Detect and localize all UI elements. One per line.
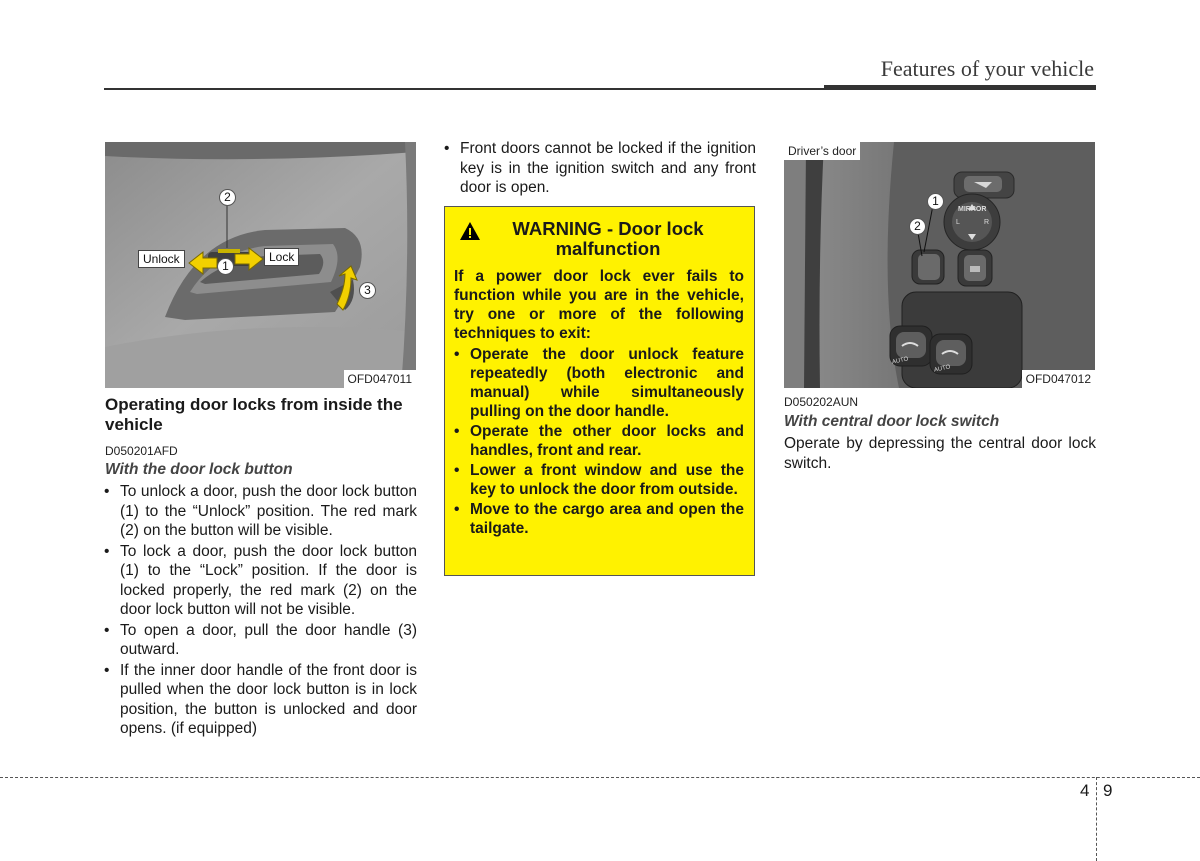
list-item: • Move to the cargo area and open the tailgate. — [454, 500, 744, 538]
list-item: • To lock a door, push the door lock button (1) to the “Lock” position. If the door is locked properly, the red mark (2) on the door lock button will not be visible. — [104, 542, 417, 620]
header-rule-accent — [824, 85, 1096, 90]
callout-1: 1 — [927, 193, 944, 210]
mirror-label: MIRROR — [958, 206, 987, 213]
list-item: • Lower a front window and use the key to unlock the door from outside. — [454, 461, 744, 499]
subheading: With central door lock switch — [784, 413, 1000, 430]
warning-box — [444, 206, 755, 576]
list-item: • Operate the other door locks and handles, front and rear. — [454, 422, 744, 460]
figure-code: OFD047012 — [1022, 370, 1095, 388]
footer-rule — [0, 777, 1200, 778]
subheading: With the door lock button — [105, 461, 293, 478]
door-lock-button-figure — [105, 142, 416, 388]
warning-intro: If a power door lock ever fails to function while you are in the vehicle, try one or more of the following techniques to exit: — [454, 268, 744, 342]
reference-code: D050202AUN — [784, 395, 859, 409]
central-lock-switch-figure — [784, 142, 1095, 388]
chapter-number: 4 — [1080, 781, 1090, 800]
callout-3: 3 — [359, 282, 376, 299]
footer-divider — [1096, 777, 1097, 861]
callout-2: 2 — [219, 189, 236, 206]
driver-door-panel-illustration — [784, 142, 1095, 388]
callout-1: 1 — [217, 258, 234, 275]
list-item: • Front doors cannot be locked if the ignition key is in the ignition switch and any front door is open. — [444, 139, 756, 198]
auto-label: AUTO — [933, 364, 952, 374]
list-item: • If the inner door handle of the front door is pulled when the door lock button is in lock position, the button is unlocked and door opens. (if equipped) — [104, 661, 417, 739]
instructions-list — [104, 482, 417, 740]
unlock-label: Unlock — [138, 250, 185, 268]
list-item: • Operate the door unlock feature repeatedly (both electronic and manual) while simultaneously pulling on the door handle. — [454, 345, 744, 421]
list-item: • To unlock a door, push the door lock button (1) to the “Unlock” position. The red mark (2) on the button will be visible. — [104, 482, 417, 541]
mirror-right-label: R — [984, 219, 990, 226]
central-switch-text: Operate by depressing the central door lock switch. — [784, 435, 1096, 472]
front-doors-note — [444, 139, 756, 199]
reference-code: D050201AFD — [105, 444, 178, 458]
list-item: • To open a door, pull the door handle (3) outward. — [104, 621, 417, 660]
warning-triangle-icon — [459, 221, 481, 241]
section-title: Features of your vehicle — [880, 56, 1094, 81]
figure-label: Driver’s door — [784, 142, 860, 160]
page-number: 9 — [1103, 781, 1113, 800]
figure-code: OFD047011 — [344, 370, 416, 388]
mirror-left-label: L — [956, 219, 960, 226]
lock-label: Lock — [264, 248, 299, 266]
section-heading: Operating door locks from inside the vehicle — [105, 395, 403, 434]
auto-label: AUTO — [891, 356, 910, 366]
header-rule — [104, 88, 824, 90]
callout-2: 2 — [909, 218, 926, 235]
warning-title: WARNING - Door lock malfunction — [512, 218, 704, 259]
